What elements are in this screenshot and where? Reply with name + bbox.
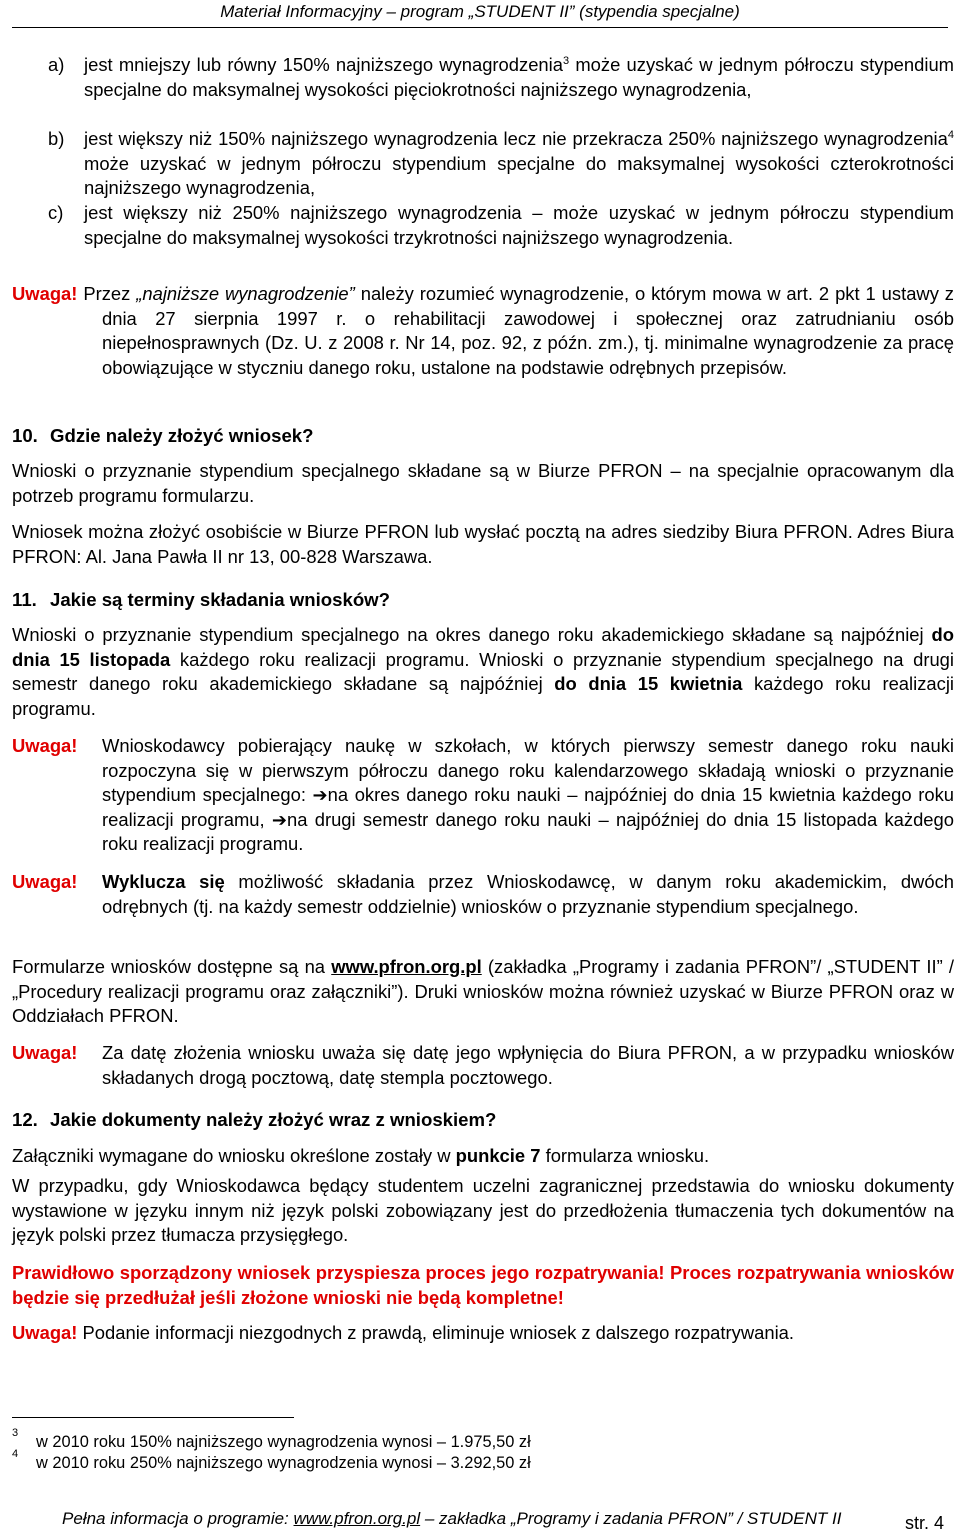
list-item-c: c) jest większy niż 250% najniższego wynagrodzenia – może uzyskać w jednym półroczu stypendium specjalne do maksymalnej wysokości trzykrotności najniższego wynagrodzenia. bbox=[48, 202, 954, 248]
footer-link[interactable]: www.pfron.org.pl bbox=[293, 1509, 421, 1528]
note-false-info: Uwaga! Podanie informacji niezgodnych z prawdą, eliminuje wniosek z dalszego rozpatrywania. bbox=[12, 1322, 794, 1343]
note-application-deadlines: Wnioskodawcy pobierający naukę w szkołach, w których pierwszy semestr danego roku nauki rozpoczyna się w pierwszym półroczu danego roku kalendarzowego składają wnioski o przyznanie stypendium specjalnego: ➔na okres danego roku nauki – najpóźniej do dnia 15 kwietnia każdego roku realizacji programu, ➔na drugi semestr danego roku nauki – najpóźniej do dnia 15 listopada każdego roku realizacji programu. bbox=[102, 735, 954, 855]
pfron-link[interactable]: www.pfron.org.pl bbox=[331, 956, 482, 977]
note-exclusion: Wyklucza się możliwość składania przez Wnioskodawcę, w danym roku akademickim, dwóch odrębnych (tj. na każdy semestr oddzielnie) wniosków o przyznanie stypendium specjalnego. bbox=[102, 871, 954, 917]
paragraph-12b: W przypadku, gdy Wnioskodawca będący studentem uczelni zagranicznej przedstawia do wniosku dokumenty wystawione w języku innym niż język polski zobowiązany jest do przedłożenia tłumaczenia tych dokumentów na język polski przez tłumacza przysięgłego. bbox=[12, 1175, 954, 1246]
paragraph-forms: Formularze wniosków dostępne są na www.pfron.org.pl (zakładka „Programy i zadania PFRON”/ „STUDENT II” / „Procedury realizacji programu oraz załączniki”). Druki wniosków można również uzyskać w Biurze PFRON oraz w Oddziałach PFRON. bbox=[12, 956, 954, 1027]
footnote-4: 4 w 2010 roku 250% najniższego wynagrodzenia wynosi – 3.292,50 zł bbox=[12, 1448, 531, 1472]
footnote-3: 3 w 2010 roku 150% najniższego wynagrodzenia wynosi – 1.975,50 zł bbox=[12, 1427, 531, 1451]
page-header: Materiał Informacyjny – program „STUDENT II” (stypendia specjalne) bbox=[220, 2, 740, 21]
list-item-a: a) jest mniejszy lub równy 150% najniższego wynagrodzenia$^3$ może uzyskać w jednym półroczu stypendium specjalne do maksymalnej wysokości pięciokrotności najniższego wynagrodzenia, bbox=[48, 54, 954, 100]
right-arrow-icon: ➔ bbox=[271, 809, 287, 830]
warning-text: Prawidłowo sporządzony wniosek przyspiesza proces jego rozpatrywania! Proces rozpatrywania wniosków będzie się przedłużał jeśli złożone wnioski nie będą kompletne! bbox=[12, 1262, 954, 1308]
uwaga-label-4: Uwaga! bbox=[12, 1042, 78, 1063]
paragraph-10b: Wniosek można złożyć osobiście w Biurze PFRON lub wysłać pocztą na adres siedziby Biura PFRON. Adres Biura PFRON: Al. Jana Pawła II nr 13, 00-828 Warszawa. bbox=[12, 521, 954, 567]
note-minimum-wage: Uwaga! Przez „najniższe wynagrodzenie” należy rozumieć wynagrodzenie, o którym mowa w art. 2 pkt 1 ustawy z dnia 27 sierpnia 1997 r. o rehabilitacji zawodowej i społecznej oraz zatrudnianiu osób niepełnosprawnych (Dz. U. z 2008 r. Nr 14, poz. 92, z późn. zm.), tj. minimalne wynagrodzenie za pracę obowiązujące w styczniu danego roku, ustalone na podstawie odrębnych przepisów. bbox=[12, 283, 955, 378]
page-footer: Pełna informacja o programie: www.pfron.org.pl – zakładka „Programy i zadania PFRON” / STUDENT II bbox=[62, 1509, 842, 1528]
uwaga-label-2: Uwaga! bbox=[12, 735, 78, 756]
paragraph-12a: Załączniki wymagane do wniosku określone zostały w punkcie 7 formularza wniosku. bbox=[12, 1145, 710, 1166]
section-heading-12: 12. Jakie dokumenty należy złożyć wraz z wnioskiem? bbox=[12, 1109, 497, 1130]
paragraph-11: Wnioski o przyznanie stypendium specjalnego na okres danego roku akademickiego składane są najpóźniej do dnia 15 listopada każdego roku realizacji programu. Wnioski o przyznanie stypendium specjalnego na drugi semestr danego roku akademickiego składane są najpóźniej do dnia 15 kwietnia każdego roku realizacji programu. bbox=[12, 624, 955, 719]
section-heading-11: 11. Jakie są terminy składania wniosków? bbox=[12, 589, 390, 610]
page-number: str. 4 bbox=[905, 1513, 945, 1533]
list-item-b: b) jest większy niż 150% najniższego wynagrodzenia lecz nie przekracza 250% najniższego wynagrodzenia$^4$ może uzyskać w jednym półroczu stypendium specjalne do maksymalnej wysokości czterokrotności najniższego wynagrodzenia, bbox=[48, 128, 954, 199]
footnote-divider bbox=[12, 1417, 294, 1418]
header-divider bbox=[12, 27, 948, 28]
section-heading-10: 10. Gdzie należy złożyć wniosek? bbox=[12, 425, 314, 446]
note-submission-date: Za datę złożenia wniosku uważa się datę jego wpłynięcia do Biura PFRON, a w przypadku wniosków składanych drogą pocztową, datę stempla pocztowego. bbox=[102, 1042, 954, 1088]
paragraph-10a: Wnioski o przyznanie stypendium specjalnego składane są w Biurze PFRON – na specjalnie opracowanym dla potrzeb programu formularzu. bbox=[12, 460, 954, 506]
uwaga-label-3: Uwaga! bbox=[12, 871, 78, 892]
right-arrow-icon: ➔ bbox=[312, 785, 328, 806]
